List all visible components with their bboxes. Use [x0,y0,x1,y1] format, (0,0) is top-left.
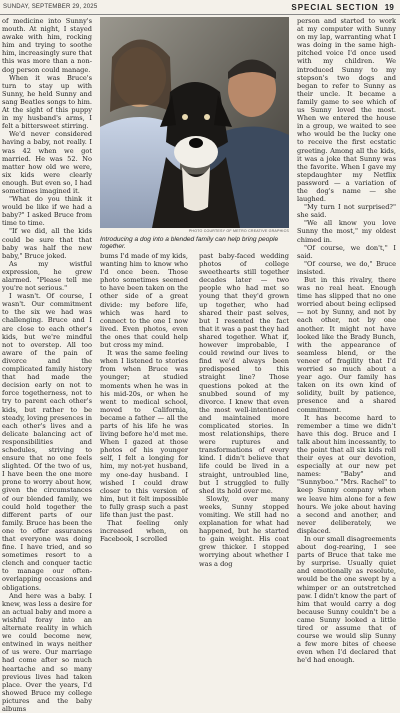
dog-photo-illustration [100,17,289,228]
article-column-1 [2,17,92,713]
dog-eye-right [204,114,210,120]
article-column-4 [297,17,396,665]
article-paragraph: "If we did, all the kids could be sure that that baby was half the new baby," Bruce joked. [2,227,92,260]
photo-credit: PHOTO COURTESY OF METRO CREATIVE GRAPHICS [188,229,289,233]
person-left-hair [110,40,172,113]
article-paragraph: When it was Bruce's turn to stay up with Sunny, he held Sunny and sang Beatles songs to him. At the sight of this puppy in my husband's arms, I felt a bittersweet stirring. [2,73,92,131]
article-paragraph: past baby-faced wedding photos of college sweethearts still together decades later — two people who had met so young that they'd grown up together, who had shared their past selves, but I resented the fact that it was a past they had shared together. What if, however improbable, I could rewind our lives to find we'd always been predisposed to this straight line? Those questions poked at the snubbed sound of my divorce. I knew that even the most well-intentioned and maintained more complicated stories. In most relationships, there were ruptures and transformations of every kind. I didn't believe that life could be lived in a straight, untroubled line, but I struggled to fully shed its hold over me. [199,252,289,495]
article-paragraph: We'd never considered having a baby, not really. I was 42 when we got married. He was 52. No matter how old we were, six kids were clearly enough. But even so, I had sometimes imagined it. [2,130,92,195]
article-paragraph: That feeling only increased when, on Facebook, I scrolled [100,519,188,544]
article-paragraph: And here was a baby. I knew, was less a desire for an actual baby and more a wishful foray into an alternate reality in which we could become new, entwined in ways neither of us were. Our marriage had come after so much heartache and so many previous lives had taken place. Over the years, I'd showed Bruce my college pictures and the baby albums [2,591,92,713]
article-column-3 [199,252,289,568]
masthead-rule [0,14,400,15]
article-paragraph: person and started to work at my computer with Sunny on my lap, warranting what I was doing in the same high-pitched voice I'd once used with my children. We introduced Sunny to my stepson's two dogs and began to refer to Sunny as their uncle. It became a family game to see which of us Sunny loved the most. When we entered the house in a group, we waited to see who would be the lucky one to receive the first ecstatic greeting. Among all the kids, it was a joke that Sunny was the favorite. When I gave my stepdaughter my Netflix password — a variation of the dog's name — she laughed. [297,17,396,204]
article-paragraph: It was the same feeling when I listened to stories from when Bruce was younger; at studied moments when he was in his mid-20s, or when he went to medical school, moved to California, became a father — all the parts of his life he was living before he'd met me. When I gazed at those photos of his younger self, I felt a longing for him, my not-yet husband, my one-day husband. I wished I could draw closer to this version of him, but it felt impossible to fully grasp such a past life than just the past. [100,349,188,519]
section-name: SPECIAL SECTION [291,2,379,12]
article-paragraph: But in this rivalry, there was no real heat. Enough time has slipped that no one worried about being eclipsed — not by Sunny, and not by each other, not by one another. It might not have looked like the Brady Bunch, with the appearance of seamless blend, or the veneer of fragility that I'd worried so much about a year ago. Our family has taken on its own kind of solidity, built by patience, presence and a shared commitment. [297,276,396,414]
masthead-right [291,3,400,12]
article-paragraph: "My turn I not surprised?" she said. [297,203,396,220]
article-photo [100,17,289,228]
article-paragraph: "What do you think it would be like if we had a baby?" I asked Bruce from time to time. [2,195,92,228]
article-paragraph: bums I'd made of my kids, wanting him to know who I'd once been. Those photo sometimes seemed to have been taken on the other side of a great divide: my before life, which was hard to connect to the one I now lived. Even photos, even the ones that could help but cross my mind. [100,252,188,350]
article-paragraph: of medicine into Sunny's mouth. At night, I stayed awake with him, rocking him and trying to soothe him, increasingly sure that this was more than a non-dog person could manage. [2,17,92,74]
article-paragraph: Slowly, over many weeks, Sunny stopped vomiting. We still had no explanation for what had happened, but he started to gain weight. His coat grew thicker. I stopped worrying about whether I was a dog [199,494,289,568]
article-paragraph: "Of course, we do," Bruce insisted. [297,259,396,276]
dog-eye-left [182,114,188,120]
photo-caption: Introducing a dog into a blended family can help bring people together. [100,236,279,250]
article-column-2 [100,252,188,544]
dog-nose [189,138,203,148]
article-paragraph: In our small disagreements about dog-rearing, I see parts of Bruce that take me by surprise. Usually quiet and emotionally as resolute, would be the one swept by a whimper or an outstretched paw. I didn't know the part of him that would carry a dog because Sunny couldn't be a came Sunny looked a little tired or assume that of course we would slip Sunny a few more bites of cheese even when I'd declared that he'd had enough. [297,535,396,665]
article-paragraph: I wasn't. Of course, I wasn't. Our commitment to the six we had was challenging. Bruce and I are close to each other's kids, but we're mindful not to overstep. All too aware of the pain of divorce and the complicated family history that had made the decision early on not to force togetherness, not to try to parent each other's kids, but rather to be steady, loving presences in each other's lives and a delicate balancing act of responsibilities and schedules, striving to ensure that no one feels slighted. Of the two of us, I have been the one more prone to worry about how, given the circumstances of our blended family, we could hold together the different parts of our family. Bruce has been the one to offer assurances that everyone was doing fine. I have tried, and so sometimes resort to a clench and conquer tactic to manage our often-overlapping occasions and obligations. [2,292,92,592]
masthead [0,0,400,14]
article-paragraph: "We all know you love Sunny the most," my oldest chimed in. [297,219,396,244]
article-paragraph: As my wistful expression, he grew alarmed. "Please tell me you're not serious." [2,259,92,293]
page-number: 19 [384,2,394,12]
issue-date: SUNDAY, SEPTEMBER 29, 2025 [3,4,98,10]
article-paragraph: It has become hard to remember a time we didn't have this dog. Bruce and I talk about him incessantly, to the point that all six kids roll their eyes at our devotion, especially at our new pet names: "Baby" and "Sunnyboo." "Mrs. Rachel" to keep Sunny company when we leave him alone for a few hours. We joke about having a second and another, and never deliberately, we displaced. [297,413,396,535]
article-paragraph: "Of course, we don't," I said. [297,243,396,260]
